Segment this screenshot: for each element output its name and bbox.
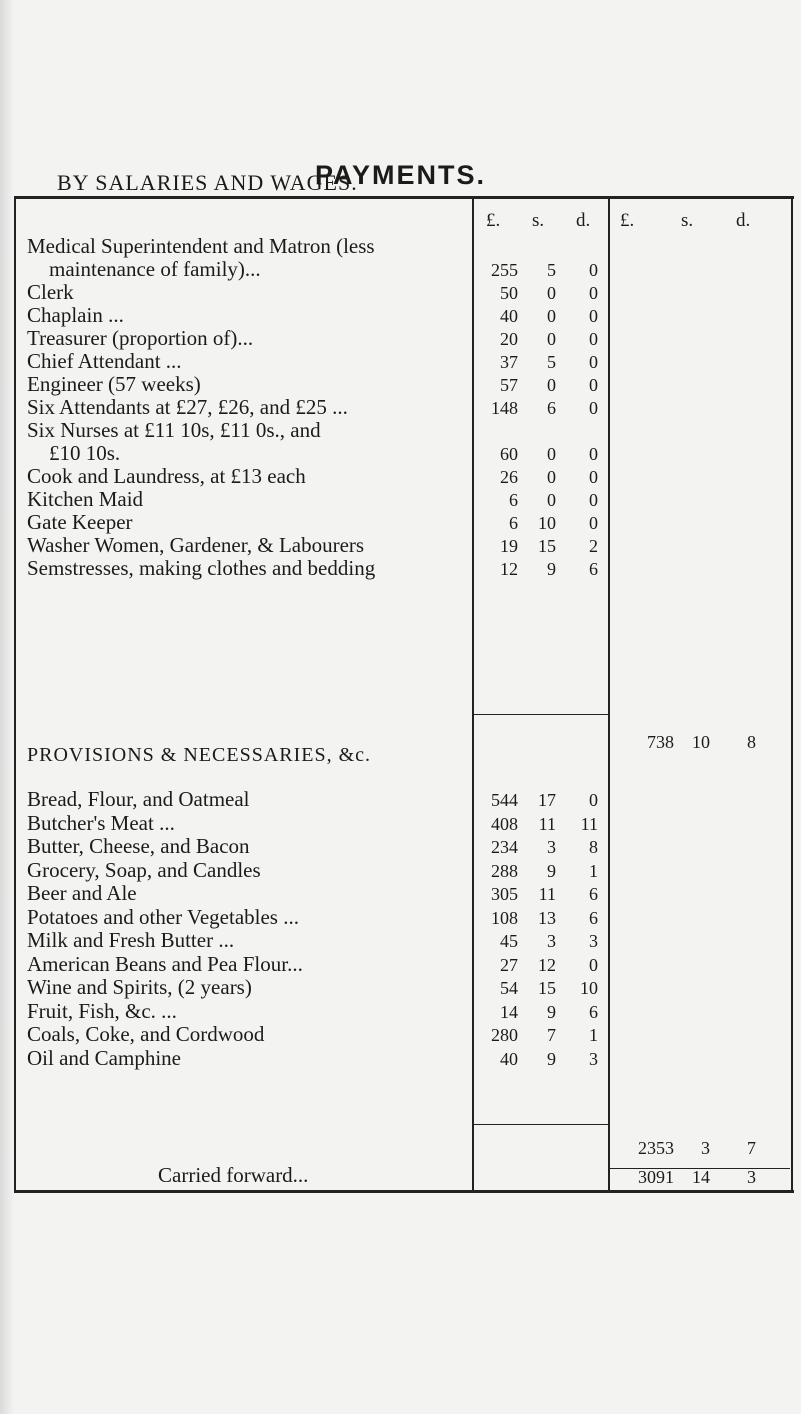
amount-shillings: 6: [547, 398, 556, 418]
left-rule: [14, 196, 16, 1193]
amount-pence: 0: [589, 513, 598, 533]
provision-item-label: Oil and Camphine: [27, 1045, 181, 1070]
amount-shillings: 17: [538, 790, 556, 810]
right-rule: [791, 196, 793, 1193]
provision-item-label: Butter, Cheese, and Bacon: [27, 834, 250, 858]
salary-item-label: Semstresses, making clothes and bedding: [27, 556, 376, 580]
amount-pence: 6: [589, 907, 598, 928]
salary-item-label: Cook and Laundress, at £13 each: [27, 464, 306, 488]
provision-item-label: Coals, Coke, and Cordwood: [27, 1022, 265, 1046]
amount-shillings: 0: [547, 490, 556, 510]
amount-pounds: 37: [500, 352, 518, 372]
amount-pence: 0: [589, 790, 598, 810]
salary-item-label: Medical Superintendent and Matron (less: [27, 234, 375, 258]
column-divider-amounts: [608, 196, 610, 1193]
amount-pence: 3: [589, 1048, 598, 1069]
page-title: PAYMENTS.: [314, 160, 487, 190]
amount-pence: 2: [589, 536, 598, 556]
amount-shillings: 5: [547, 260, 556, 280]
amount-pence: 6: [589, 1001, 598, 1022]
total-salaries-shillings: 10: [692, 732, 710, 752]
amount-pence: 1: [589, 1025, 598, 1045]
unit-pounds-col1: £.: [486, 210, 501, 231]
amount-shillings: 9: [547, 1048, 556, 1069]
salary-item-label: Washer Women, Gardener, & Labourers: [27, 533, 365, 557]
amount-pence: 0: [589, 283, 598, 303]
amount-pence: 6: [589, 884, 598, 904]
salary-item-label: Clerk: [27, 280, 74, 304]
amount-pounds: 60: [500, 444, 518, 464]
total-provisions-pence: 7: [747, 1138, 756, 1158]
amount-pounds: 6: [509, 513, 518, 533]
provision-item-label: Fruit, Fish, &c. ...: [27, 998, 177, 1023]
unit-pounds-col2: £.: [620, 210, 635, 231]
amount-pence: 0: [589, 490, 598, 510]
amount-shillings: 15: [538, 978, 556, 998]
amount-pounds: 148: [491, 398, 518, 418]
amount-shillings: 0: [547, 329, 556, 349]
amount-pounds: 19: [500, 536, 518, 556]
total-provisions-shillings: 3: [701, 1138, 710, 1158]
unit-shillings-col2: s.: [681, 210, 694, 231]
top-rule: [14, 196, 794, 199]
provision-item-label: Butcher's Meat ...: [27, 810, 175, 835]
amount-pence: 1: [589, 860, 598, 881]
amount-pence: 8: [589, 837, 598, 857]
amount-pounds: 544: [491, 790, 518, 810]
amount-pounds: 50: [500, 283, 518, 303]
salary-item-label: Six Nurses at £11 10s, £11 0s., and: [27, 418, 321, 442]
amount-shillings: 0: [547, 306, 556, 326]
carried-forward-pounds: 3091: [638, 1167, 674, 1187]
amount-pounds: 234: [491, 837, 518, 857]
section-heading-salaries: BY SALARIES AND WAGES.: [57, 170, 358, 195]
unit-shillings-col1: s.: [532, 210, 545, 231]
amount-pounds: 12: [500, 559, 518, 579]
amount-shillings: 5: [547, 352, 556, 372]
salary-item-label: Engineer (57 weeks): [27, 372, 201, 396]
amount-shillings: 15: [538, 536, 556, 556]
amount-shillings: 0: [547, 467, 556, 487]
unit-pence-col2: d.: [736, 210, 751, 231]
amount-shillings: 9: [547, 1001, 556, 1022]
amount-pence: 0: [589, 467, 598, 487]
salary-item-label: Gate Keeper: [27, 510, 133, 534]
amount-shillings: 11: [538, 884, 556, 904]
provision-item-label: Beer and Ale: [27, 881, 137, 905]
amount-shillings: 10: [538, 513, 556, 533]
amount-pence: 6: [589, 559, 598, 579]
amount-pence: 3: [589, 931, 598, 951]
salary-item-label: Chaplain ...: [27, 303, 124, 327]
amount-pounds: 6: [509, 490, 518, 510]
carried-forward-pence: 3: [747, 1167, 756, 1187]
section-heading-provisions: PROVISIONS & NECESSARIES, &c.: [27, 744, 372, 766]
amount-shillings: 13: [538, 907, 556, 928]
provision-item-label: Bread, Flour, and Oatmeal: [27, 787, 250, 811]
amount-shillings: 7: [547, 1025, 556, 1045]
amount-shillings: 3: [547, 837, 556, 857]
amount-shillings: 11: [538, 813, 556, 834]
amount-pounds: 108: [491, 907, 518, 928]
amount-pence: 0: [589, 260, 598, 280]
total-salaries-pounds: 738: [647, 732, 674, 752]
amount-pence: 0: [589, 954, 598, 975]
amount-shillings: 3: [547, 931, 556, 951]
amount-pounds: 45: [500, 931, 518, 951]
amount-pounds: 305: [491, 884, 518, 904]
amount-shillings: 9: [547, 559, 556, 579]
amount-pence: 0: [589, 444, 598, 464]
amount-pounds: 288: [491, 860, 518, 881]
amount-pence: 11: [580, 813, 598, 834]
amount-shillings: 12: [538, 954, 556, 975]
amount-pounds: 255: [491, 260, 518, 280]
amount-pounds: 40: [500, 1048, 518, 1069]
provision-item-label: Wine and Spirits, (2 years): [27, 975, 252, 999]
amount-pounds: 54: [500, 978, 518, 998]
amount-pence: 0: [589, 398, 598, 418]
amount-pounds: 20: [500, 329, 518, 349]
provision-item-label: Potatoes and other Vegetables ...: [27, 904, 299, 929]
amount-pounds: 57: [500, 375, 518, 395]
total-provisions-pounds: 2353: [638, 1138, 674, 1158]
subtotal-rule-salaries: [474, 714, 608, 715]
amount-shillings: 0: [547, 283, 556, 303]
amount-pence: 0: [589, 375, 598, 395]
unit-pence-col1: d.: [576, 210, 591, 231]
salary-item-label: Six Attendants at £27, £26, and £25 ...: [27, 395, 348, 419]
carried-forward-shillings: 14: [692, 1167, 710, 1187]
amount-pence: 0: [589, 329, 598, 349]
amount-pence: 0: [589, 306, 598, 326]
provision-item-label: American Beans and Pea Flour...: [27, 951, 303, 976]
column-divider-items: [472, 196, 474, 1193]
amount-pounds: 280: [491, 1025, 518, 1045]
provision-item-label: Grocery, Soap, and Candles: [27, 857, 261, 882]
total-salaries-pence: 8: [747, 732, 756, 752]
amount-shillings: 0: [547, 444, 556, 464]
amount-pence: 0: [589, 352, 598, 372]
amount-shillings: 0: [547, 375, 556, 395]
amount-pounds: 408: [491, 813, 518, 834]
amount-pence: 10: [580, 978, 598, 998]
amount-pounds: 14: [500, 1001, 518, 1022]
amount-shillings: 9: [547, 860, 556, 881]
salary-item-label: Treasurer (proportion of)...: [27, 326, 254, 350]
subtotal-rule-provisions: [474, 1124, 608, 1125]
salary-item-label: Kitchen Maid: [27, 487, 144, 511]
bottom-rule: [14, 1190, 794, 1193]
salary-item-label: Chief Attendant ...: [27, 349, 182, 373]
amount-pounds: 27: [500, 954, 518, 975]
amount-pounds: 40: [500, 306, 518, 326]
salary-item-label: £10 10s.: [49, 441, 121, 465]
carried-forward-label: Carried forward...: [158, 1163, 309, 1187]
salary-item-label: maintenance of family)...: [49, 257, 261, 281]
amount-pounds: 26: [500, 467, 518, 487]
provision-item-label: Milk and Fresh Butter ...: [27, 928, 235, 952]
